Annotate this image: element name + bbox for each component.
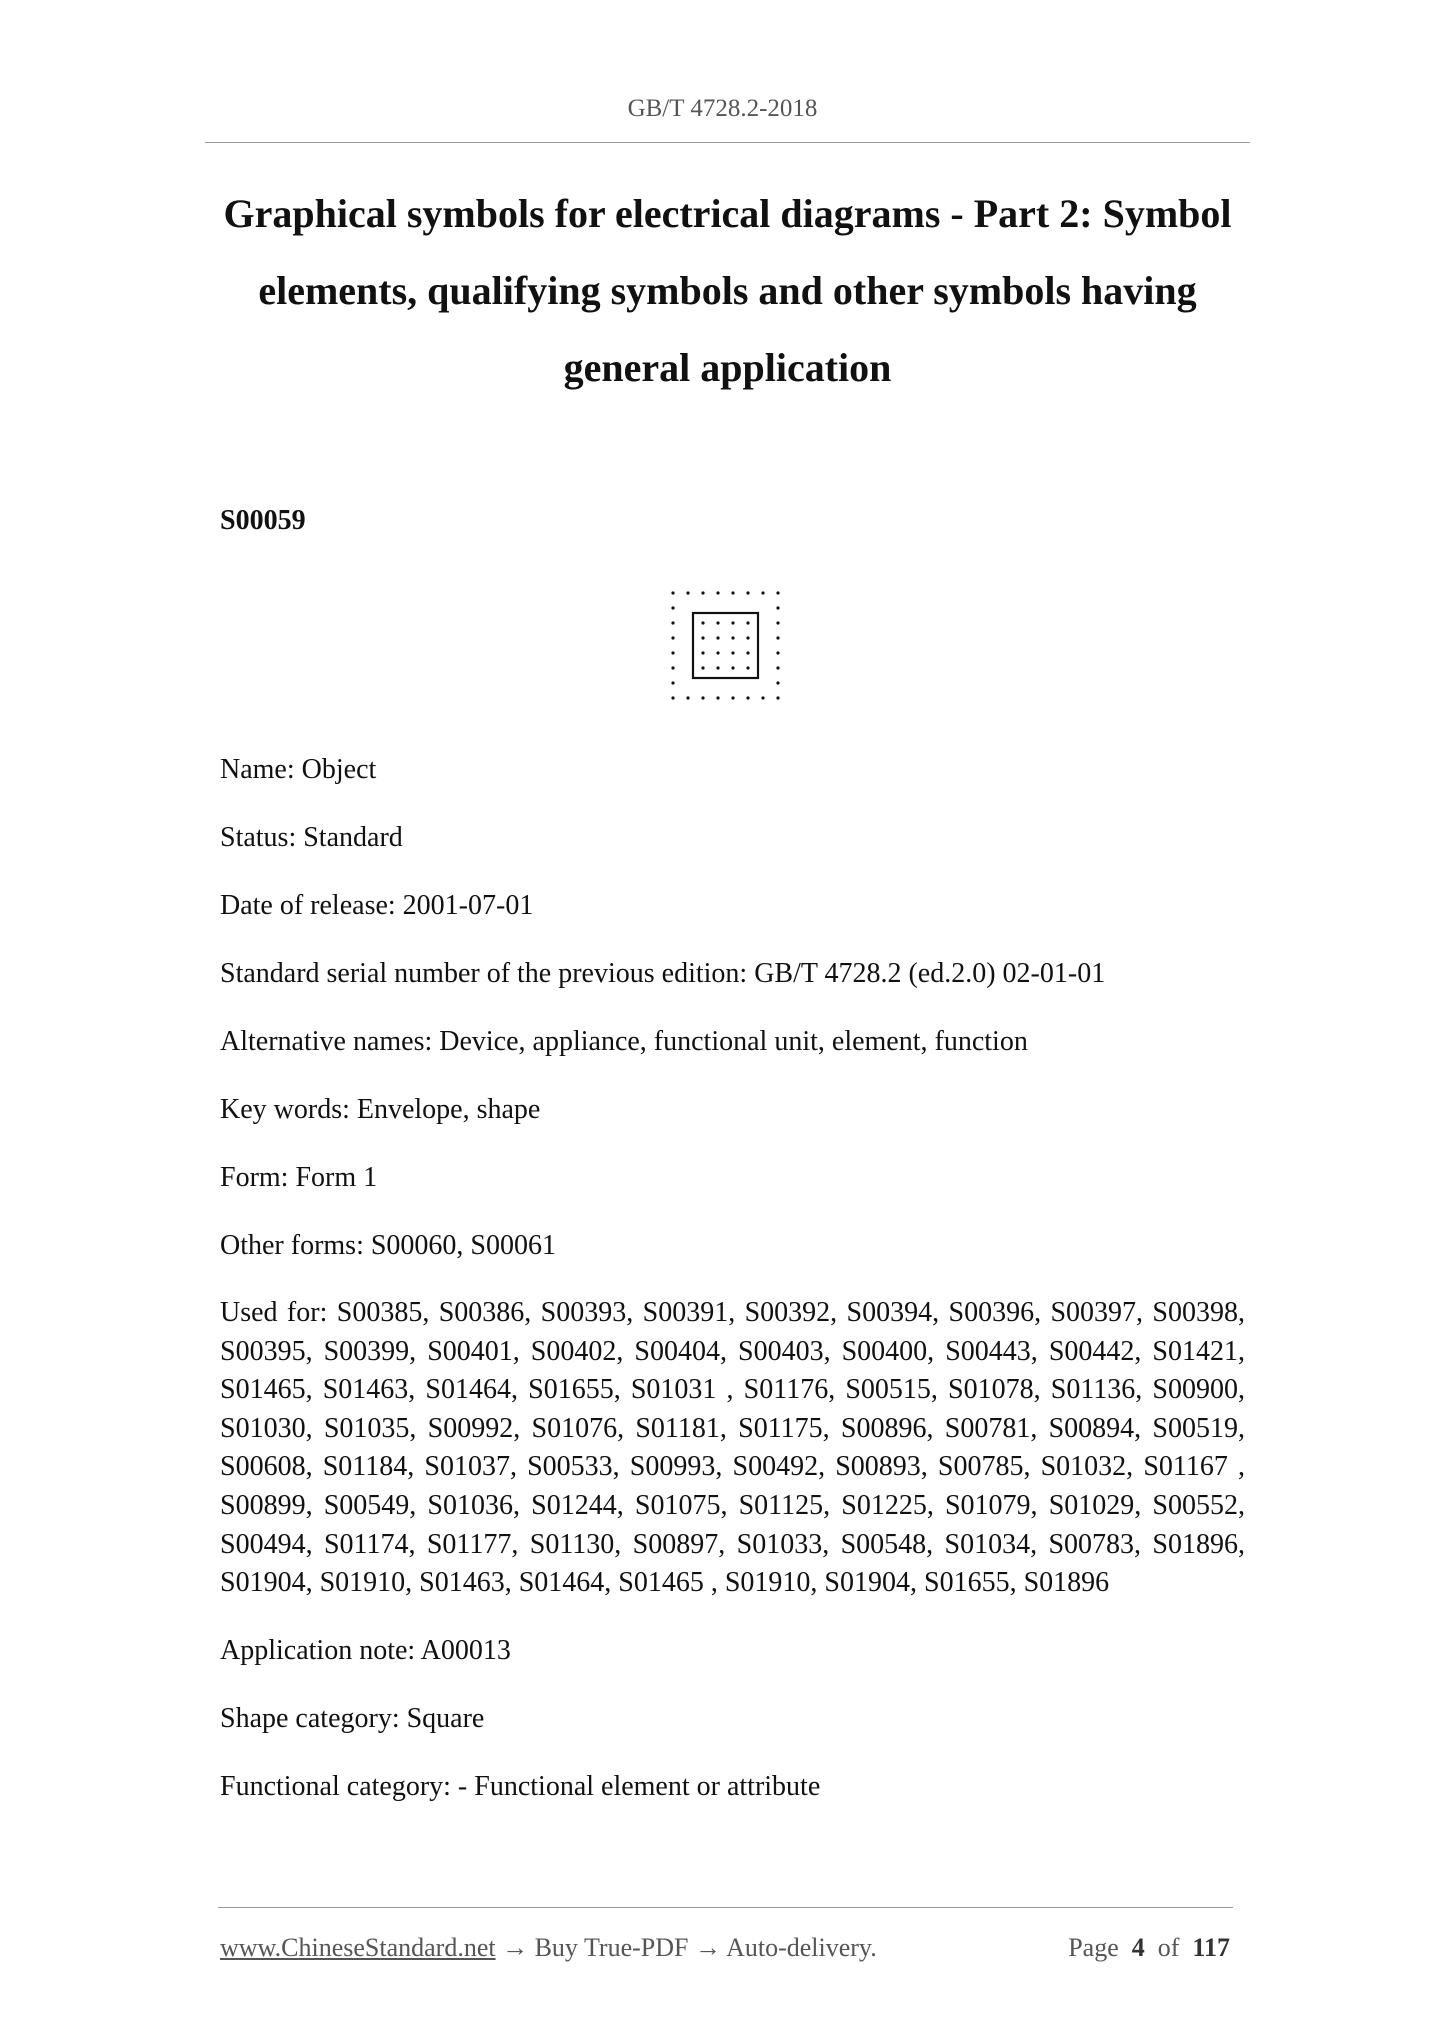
- grid-dot: [776, 666, 779, 669]
- grid-dot: [731, 696, 734, 699]
- grid-dot: [731, 666, 734, 669]
- page-label: Page: [1068, 1933, 1119, 1962]
- header-divider: [205, 142, 1250, 143]
- grid-dot: [776, 591, 779, 594]
- symbol-svg: [668, 588, 788, 708]
- site-link[interactable]: www.ChineseStandard.net: [220, 1933, 496, 1962]
- grid-dot: [686, 591, 689, 594]
- arrow-right-icon: →: [695, 1933, 721, 1962]
- grid-dot: [701, 591, 704, 594]
- grid-dots: [671, 591, 779, 699]
- symbol-fields: [220, 750, 1245, 1835]
- page-total: 117: [1192, 1933, 1230, 1962]
- title-line-3: general application: [563, 345, 892, 390]
- grid-dot: [731, 636, 734, 639]
- grid-dot: [746, 636, 749, 639]
- footer-divider: [218, 1907, 1233, 1908]
- grid-dot: [716, 636, 719, 639]
- grid-dot: [746, 621, 749, 624]
- title-line-2: elements, qualifying symbols and other symbols having: [258, 268, 1197, 313]
- grid-dot: [701, 621, 704, 624]
- grid-dot: [671, 681, 674, 684]
- field-status: Status: Standard: [220, 822, 403, 853]
- grid-dot: [701, 636, 704, 639]
- buy-true-pdf-text: Buy True-PDF: [534, 1933, 689, 1962]
- field-key-words: Key words: Envelope, shape: [220, 1094, 541, 1125]
- field-form: Form: Form 1: [220, 1162, 378, 1193]
- grid-dot: [776, 621, 779, 624]
- grid-dot: [776, 606, 779, 609]
- field-date-of-release: Date of release: 2001-07-01: [220, 890, 534, 921]
- field-functional-category: Functional category: - Functional element or attribute: [220, 1770, 821, 1802]
- grid-dot: [701, 666, 704, 669]
- grid-dot: [671, 696, 674, 699]
- grid-dot: [761, 696, 764, 699]
- grid-dot: [671, 621, 674, 624]
- auto-delivery-text: Auto-delivery.: [726, 1933, 877, 1962]
- grid-dot: [686, 696, 689, 699]
- grid-dot: [716, 666, 719, 669]
- grid-dot: [731, 591, 734, 594]
- field-shape-category: Shape category: Square: [220, 1702, 485, 1734]
- grid-dot: [671, 591, 674, 594]
- grid-dot: [716, 696, 719, 699]
- footer-promo: [220, 1933, 877, 1963]
- grid-dot: [671, 666, 674, 669]
- grid-dot: [731, 651, 734, 654]
- page-number: [1068, 1933, 1230, 1963]
- arrow-right-icon: →: [502, 1933, 529, 1962]
- grid-dot: [761, 591, 764, 594]
- field-alternative-names: Alternative names: Device, appliance, functional unit, element, function: [220, 1026, 1028, 1057]
- grid-dot: [671, 606, 674, 609]
- grid-dot: [776, 651, 779, 654]
- page-of-label: of: [1157, 1933, 1180, 1962]
- field-other-forms: Other forms: S00060, S00061: [220, 1230, 556, 1261]
- square-object-symbol-icon: [668, 588, 788, 708]
- grid-dot: [701, 696, 704, 699]
- field-application-note: Application note: A00013: [220, 1634, 511, 1666]
- grid-dot: [671, 636, 674, 639]
- field-used-for: Used for: S00385, S00386, S00393, S00391, S00392, S00394, S00396, S00397, S00398, S00395, S00399, S00401, S00402, S00404, S00403, S00400, S00443, S00442, S01421, S01465, S01463, S01464, S01655, S01031 , S01176, S00515, S01078, S01136, S00900, S01030, S01035, S00992, S01076, S01181, S01175, S00896, S00781, S00894, S00519, S00608, S01184, S01037, S00533, S00993, S00492, S00893, S00785, S01032, S01167 , S00899, S00549, S01036, S01244, S01075, S01125, S01225, S01079, S01029, S00552, S00494, S01174, S01177, S01130, S00897, S01033, S00548, S01034, S00783, S01896, S01904, S01910, S01463, S01464, S01465 , S01910, S01904, S01655, S01896: [220, 1297, 1245, 1599]
- grid-dot: [746, 591, 749, 594]
- symbol-code: S00059: [220, 505, 306, 536]
- grid-dot: [776, 696, 779, 699]
- grid-dot: [746, 651, 749, 654]
- grid-dot: [716, 621, 719, 624]
- grid-dot: [731, 621, 734, 624]
- field-name: Name: Object: [220, 754, 377, 785]
- grid-dot: [776, 681, 779, 684]
- grid-dot: [701, 651, 704, 654]
- grid-dot: [716, 651, 719, 654]
- grid-dot: [716, 591, 719, 594]
- page-current: 4: [1131, 1933, 1145, 1962]
- page-title: [205, 175, 1250, 406]
- grid-dot: [746, 666, 749, 669]
- header-standard-code: GB/T 4728.2-2018: [627, 95, 818, 122]
- title-line-1: Graphical symbols for electrical diagrams - Part 2: Symbol: [223, 191, 1232, 236]
- grid-dot: [776, 636, 779, 639]
- field-previous-edition: Standard serial number of the previous edition: GB/T 4728.2 (ed.2.0) 02-01-01: [220, 958, 1106, 989]
- grid-dot: [746, 696, 749, 699]
- grid-dot: [671, 651, 674, 654]
